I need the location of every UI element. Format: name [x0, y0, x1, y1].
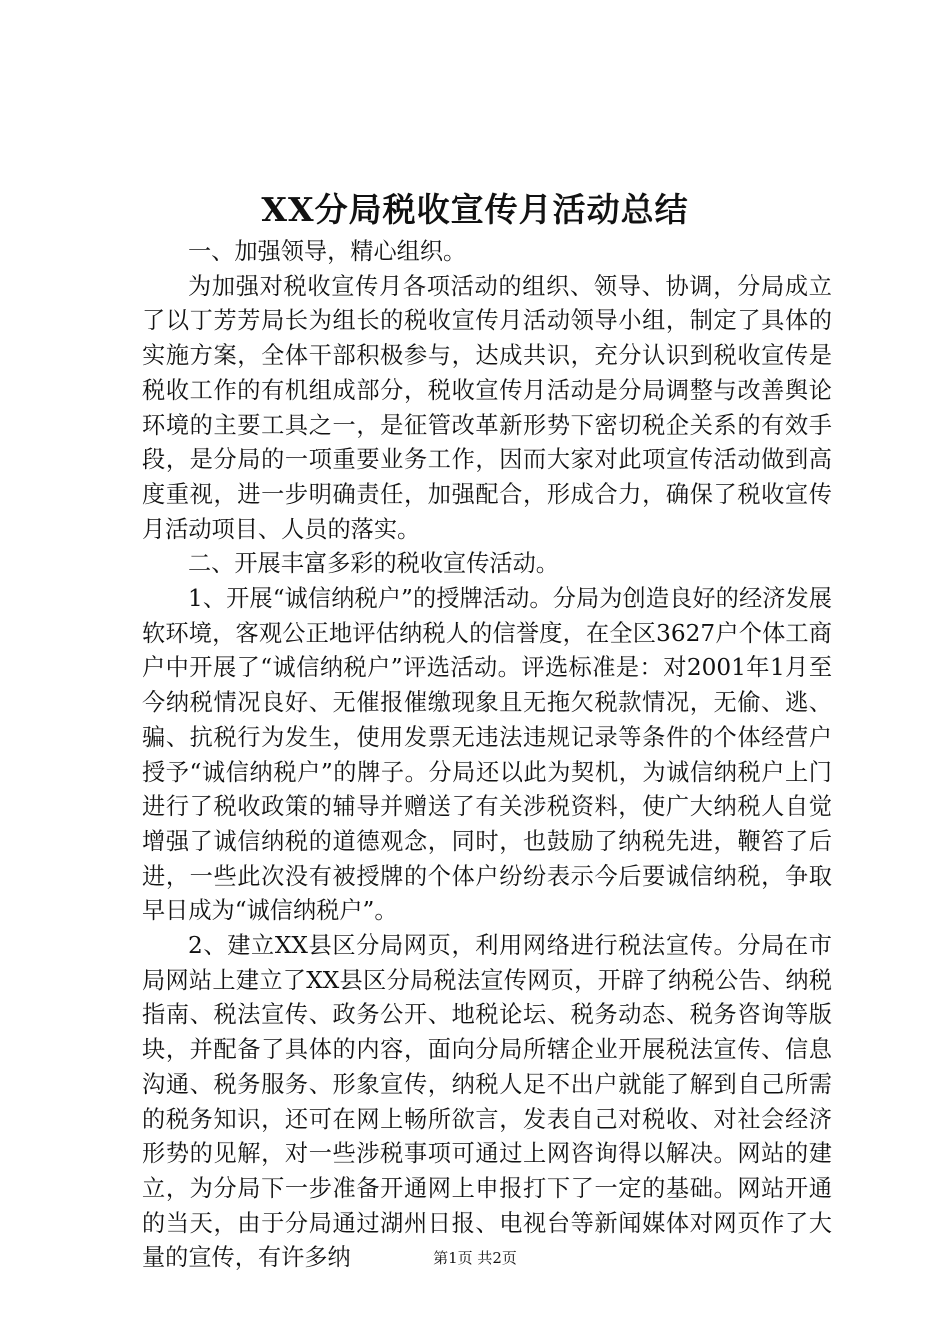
body-paragraph: 为加强对税收宣传月各项活动的组织、领导、协调，分局成立了以丁芳芳局长为组长的税收宣传月活动领导小组，制定了具体的实施方案，全体干部积极参与，达成共识，充分认识到税收宣传是税收工作的有机组成部分，税收宣传月活动是分局调整与改善舆论环境的主要工具之一，是征管改革新形势下密切税企关系的有效手段，是分局的一项重要业务工作，因而大家对此项宣传活动做到高度重视，进一步明确责任，加强配合，形成合力，确保了税收宣传月活动项目、人员的落实。 [142, 272, 832, 543]
body-paragraph: 1、开展“诚信纳税户”的授牌活动。分局为创造良好的经济发展软环境，客观公正地评估纳税人的信誉度，在全区3627户个体工商户中开展了“诚信纳税户”评选活动。评选标准是：对2001年1月至今纳税情况良好、无催报催缴现象且无拖欠税款情况，无偷、逃、骗、抗税行为发生，使用发票无违法违规记录等条件的个体经营户授予“诚信纳税户”的牌子。分局还以此为契机，为诚信纳税户上门进行了税收政策的辅导并赠送了有关涉税资料，使广大纳税人自觉增强了诚信纳税的道德观念，同时，也鼓励了纳税先进，鞭笞了后进，一些此次没有被授牌的个体户纷纷表示今后要诚信纳税，争取早日成为“诚信纳税户”。 [142, 585, 832, 925]
page-number-footer: 第1页 共2页 [433, 1249, 517, 1267]
body-paragraph: 2、建立XX县区分局网页，利用网络进行税法宣传。分局在市局网站上建立了XX县区分局税法宣传网页，开辟了纳税公告、纳税指南、税法宣传、政务公开、地税论坛、税务动态、税务咨询等版块，并配备了具体的内容，面向分局所辖企业开展税法宣传、信息沟通、税务服务、形象宣传，纳税人足不出户就能了解到自己所需的税务知识，还可在网上畅所欲言，发表自己对税收、对社会经济形势的见解，对一些涉税事项可通过上网咨询得以解决。网站的建立，为分局下一步准备开通网上申报打下了一定的基础。网站开通的当天，由于分局通过湖州日报、电视台等新闻媒体对网页作了大量的宣传，有许多纳 [142, 932, 832, 1272]
section-heading-2: 二、开展丰富多彩的税收宣传活动。 [188, 550, 559, 578]
document-title: XX分局税收宣传月活动总结 [261, 190, 689, 229]
document-body [142, 235, 832, 1276]
section-heading-1: 一、加强领导，精心组织。 [188, 238, 467, 265]
